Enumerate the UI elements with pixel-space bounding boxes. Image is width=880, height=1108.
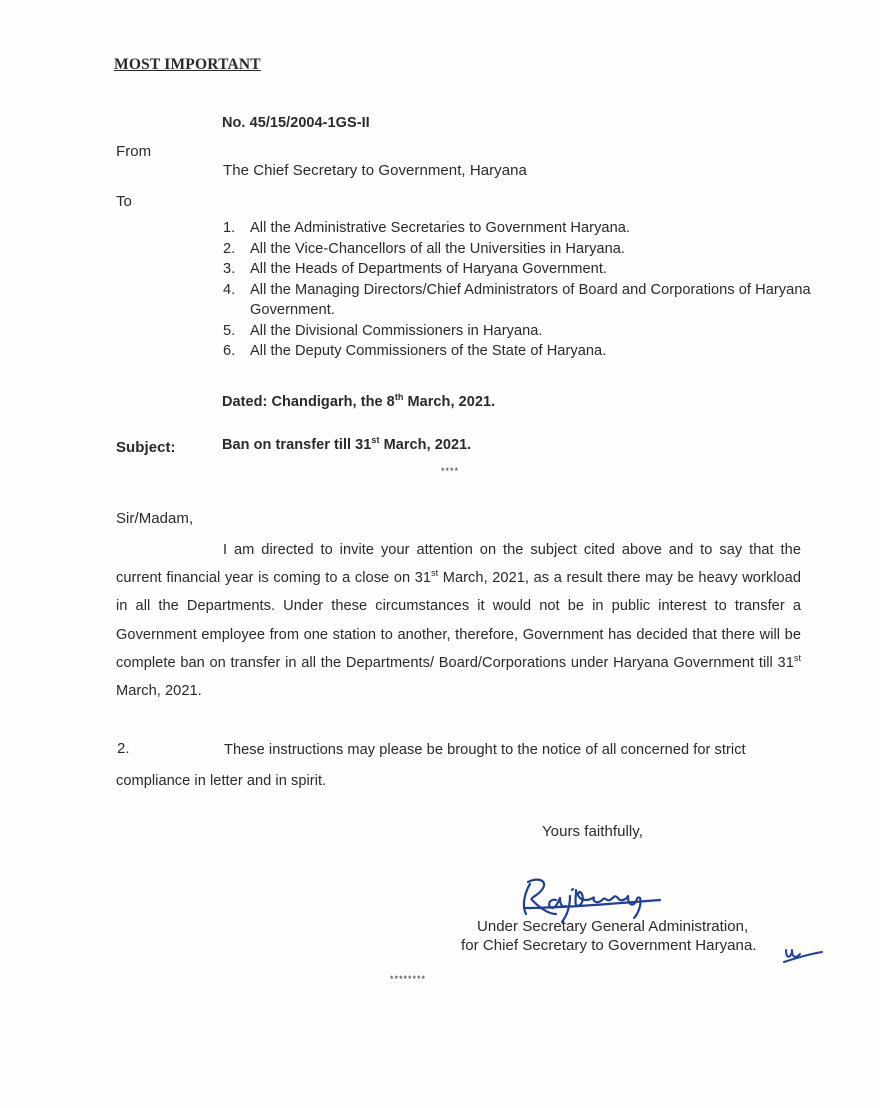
recipient-text: All the Managing Directors/Chief Administrators of Board and Corporations of Haryana Government.	[250, 281, 811, 318]
recipient-item	[223, 280, 823, 321]
dated-prefix: Dated: Chandigarh, the 8	[222, 394, 395, 410]
recipient-text: All the Deputy Commissioners of the State of Haryana.	[250, 343, 607, 359]
reference-number: No. 45/15/2004-1GS-II	[222, 115, 370, 131]
para1-ordinal-2: st	[793, 652, 801, 663]
closing: Yours faithfully,	[542, 823, 643, 840]
from-label: From	[116, 143, 152, 160]
to-label: To	[116, 193, 132, 210]
recipient-number: 5.	[223, 322, 236, 339]
recipient-text: All the Divisional Commissioners in Haryana.	[250, 322, 543, 339]
signatory-office: for Chief Secretary to Government Haryana.	[461, 937, 757, 954]
subject-ordinal: st	[371, 435, 380, 445]
recipient-item	[223, 259, 823, 280]
recipient-item	[223, 218, 823, 239]
from-value: The Chief Secretary to Government, Haryana	[223, 162, 527, 179]
dated-suffix: March, 2021.	[403, 394, 496, 410]
signatory-designation: Under Secretary General Administration,	[477, 918, 749, 935]
end-separator-stars: ********	[390, 974, 427, 984]
recipient-number: 1.	[223, 220, 236, 236]
recipient-number: 2.	[223, 240, 236, 257]
subject-prefix: Ban on transfer till 31	[222, 437, 372, 453]
recipient-item	[223, 321, 823, 342]
recipient-item	[223, 239, 823, 260]
subject-label: Subject:	[116, 439, 176, 456]
body-paragraph-2: These instructions may please be brought to the notice of all concerned for strict compliance in letter and in spirit.	[116, 742, 746, 789]
recipient-text: All the Administrative Secretaries to Government Haryana.	[250, 220, 631, 236]
initials-mark	[780, 942, 825, 964]
subject-suffix: March, 2021.	[379, 437, 472, 453]
para1-ordinal-1: st	[431, 568, 439, 579]
recipient-number: 4.	[223, 281, 236, 298]
salutation: Sir/Madam,	[116, 510, 194, 527]
recipient-number: 6.	[223, 343, 236, 359]
recipient-number: 3.	[223, 261, 236, 277]
para1-part1: I am directed to invite your attention on the subject cited above and to say that the current financial year is coming to a close on 31	[116, 542, 801, 587]
subject-text	[222, 437, 471, 453]
recipient-list	[223, 218, 823, 362]
priority-heading: MOST IMPORTANT	[114, 56, 261, 73]
paragraph-number: 2.	[117, 740, 130, 757]
body-paragraph-1	[116, 536, 801, 705]
para1-part2: March, 2021, as a result there may be heavy workload in all the Departments. Under these circumstances it would not be in public interest to transfer a Government employee from one station to another, therefore, Government has decided that there will be complete ban on transfer in all the Departments/ Board/Corporations under Haryana Government till 31	[116, 570, 801, 671]
dated-line	[222, 394, 495, 410]
dated-ordinal: th	[394, 392, 404, 402]
separator-stars: ****	[441, 466, 460, 476]
recipient-text: All the Heads of Departments of Haryana Government.	[250, 261, 608, 277]
recipient-text: All the Vice-Chancellors of all the Universities in Haryana.	[250, 240, 626, 257]
para1-part3: March, 2021.	[116, 683, 202, 700]
recipient-item	[223, 341, 823, 362]
